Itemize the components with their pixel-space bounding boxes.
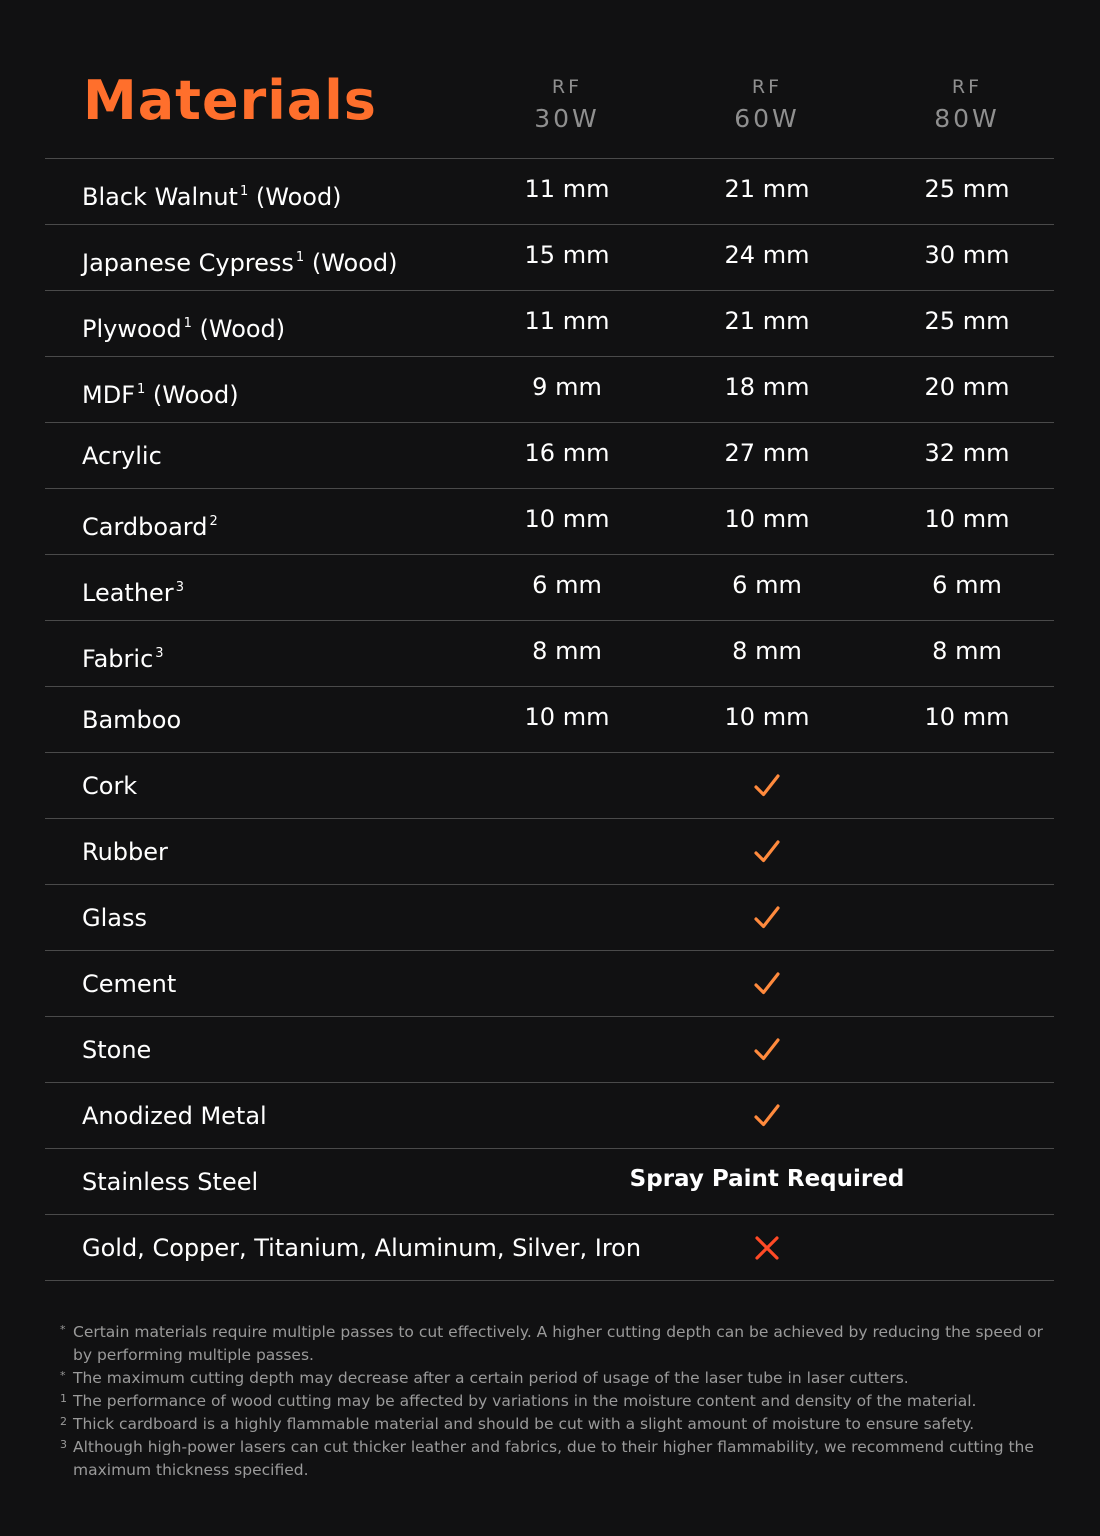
cutting-depth-60w: 21 mm bbox=[724, 175, 810, 203]
table-row bbox=[45, 620, 1054, 686]
cutting-depth-60w: 27 mm bbox=[724, 439, 810, 467]
cutting-depth-80w: 25 mm bbox=[924, 175, 1010, 203]
column-header-power: 60W bbox=[734, 104, 800, 133]
cutting-depth-30w: 15 mm bbox=[524, 241, 610, 269]
materials-table bbox=[45, 158, 1054, 1281]
spray-paint-note: Spray Paint Required bbox=[629, 1166, 905, 1192]
footnote-ref: 3 bbox=[175, 580, 184, 595]
column-header-30w bbox=[477, 74, 657, 138]
material-name bbox=[82, 176, 342, 213]
footnote-ref: 3 bbox=[155, 646, 164, 661]
column-header-line: RF bbox=[751, 76, 783, 98]
material-category: (Wood) bbox=[311, 249, 398, 277]
material-label: Cork bbox=[82, 772, 138, 800]
material-name bbox=[82, 440, 162, 472]
column-header-power: 30W bbox=[534, 104, 600, 133]
footnote-ref: 1 bbox=[183, 316, 192, 331]
check-icon bbox=[752, 969, 782, 999]
material-label: Cement bbox=[82, 970, 177, 998]
table-row bbox=[45, 1016, 1054, 1082]
cutting-depth-60w: 10 mm bbox=[724, 703, 810, 731]
table-row bbox=[45, 554, 1054, 620]
material-name bbox=[82, 770, 137, 802]
material-label: Glass bbox=[82, 904, 147, 932]
material-label: Plywood bbox=[82, 315, 182, 343]
footnote-symbol: 2 bbox=[60, 1415, 67, 1428]
column-header-line: RF bbox=[951, 76, 983, 98]
footnote-ref: 1 bbox=[295, 250, 305, 265]
cutting-depth-80w: 32 mm bbox=[924, 439, 1010, 467]
footnote bbox=[60, 1436, 1060, 1482]
cutting-depth-30w: 11 mm bbox=[524, 175, 610, 203]
column-header-80w bbox=[877, 74, 1057, 138]
check-icon bbox=[752, 837, 782, 867]
cutting-depth-80w: 10 mm bbox=[924, 505, 1010, 533]
check-icon bbox=[752, 1101, 782, 1131]
material-name bbox=[82, 506, 218, 543]
table-row bbox=[45, 884, 1054, 950]
column-header-line: RF bbox=[551, 76, 583, 98]
cross-icon bbox=[752, 1233, 782, 1263]
footnote bbox=[60, 1413, 1060, 1436]
footnote-text: Thick cardboard is a highly flammable material and should be cut with a slight amount of moisture to ensure safety. bbox=[73, 1415, 975, 1433]
table-row bbox=[45, 1148, 1054, 1214]
footnote-text: The performance of wood cutting may be affected by variations in the moisture content and density of the material. bbox=[73, 1392, 977, 1410]
column-header-60w bbox=[677, 74, 857, 138]
footnote-ref: 1 bbox=[137, 382, 146, 397]
check-icon bbox=[752, 771, 782, 801]
material-label: Stone bbox=[82, 1036, 152, 1064]
material-label: Gold, Copper, Titanium, Aluminum, Silver, Iron bbox=[82, 1234, 642, 1262]
cutting-depth-30w: 9 mm bbox=[532, 373, 602, 401]
material-category: (Wood) bbox=[152, 381, 239, 409]
footnote-text: Although high-power lasers can cut thicker leather and fabrics, due to their higher flammability, we recommend cutting the maximum thickness specified. bbox=[73, 1438, 1034, 1479]
table-row bbox=[45, 950, 1054, 1016]
table-row bbox=[45, 356, 1054, 422]
cutting-depth-60w: 6 mm bbox=[732, 571, 802, 599]
footnote-text: Certain materials require multiple passes to cut effectively. A higher cutting depth can be achieved by reducing the speed or by performing multiple passes. bbox=[73, 1323, 1044, 1364]
footnote-symbol: 3 bbox=[60, 1438, 67, 1451]
material-label: Black Walnut bbox=[82, 183, 238, 211]
material-label: Cardboard bbox=[82, 513, 208, 541]
footnote-symbol: 1 bbox=[60, 1392, 67, 1405]
footnotes bbox=[60, 1321, 1060, 1482]
table-row bbox=[45, 686, 1054, 752]
cutting-depth-80w: 6 mm bbox=[932, 571, 1002, 599]
material-name bbox=[82, 704, 181, 736]
cutting-depth-30w: 11 mm bbox=[524, 307, 610, 335]
footnote bbox=[60, 1367, 1060, 1390]
material-label: Leather bbox=[82, 579, 174, 607]
cutting-depth-30w: 6 mm bbox=[532, 571, 602, 599]
material-name bbox=[82, 1166, 258, 1198]
table-row bbox=[45, 224, 1054, 290]
cutting-depth-60w: 24 mm bbox=[724, 241, 810, 269]
material-name bbox=[82, 242, 398, 279]
material-name bbox=[82, 572, 184, 609]
footnote-ref: 2 bbox=[209, 514, 218, 529]
cutting-depth-80w: 20 mm bbox=[924, 373, 1010, 401]
material-category: (Wood) bbox=[199, 315, 286, 343]
footnote-ref: 1 bbox=[239, 184, 249, 199]
footnote bbox=[60, 1321, 1060, 1367]
material-label: MDF bbox=[82, 381, 135, 409]
table-row bbox=[45, 290, 1054, 356]
material-name bbox=[82, 1034, 151, 1066]
material-name bbox=[82, 968, 176, 1000]
material-name bbox=[82, 902, 147, 934]
footnote-text: The maximum cutting depth may decrease after a certain period of usage of the laser tube in laser cutters. bbox=[73, 1369, 909, 1387]
material-category: (Wood) bbox=[255, 183, 342, 211]
footnote bbox=[60, 1390, 1060, 1413]
material-name bbox=[82, 1100, 267, 1132]
table-row bbox=[45, 158, 1054, 224]
cutting-depth-80w: 30 mm bbox=[924, 241, 1010, 269]
material-name bbox=[82, 836, 168, 868]
cutting-depth-80w: 25 mm bbox=[924, 307, 1010, 335]
page-title: Materials bbox=[83, 69, 377, 132]
table-row bbox=[45, 488, 1054, 554]
table-row bbox=[45, 1214, 1054, 1281]
footnote-symbol: * bbox=[60, 1369, 66, 1382]
material-label: Japanese Cypress bbox=[82, 249, 294, 277]
cutting-depth-30w: 16 mm bbox=[524, 439, 610, 467]
table-row bbox=[45, 818, 1054, 884]
material-label: Anodized Metal bbox=[82, 1102, 267, 1130]
material-label: Bamboo bbox=[82, 706, 182, 734]
material-name bbox=[82, 1232, 641, 1264]
column-header-power: 80W bbox=[934, 104, 1000, 133]
table-row bbox=[45, 1082, 1054, 1148]
material-label: Acrylic bbox=[82, 442, 162, 470]
cutting-depth-60w: 21 mm bbox=[724, 307, 810, 335]
table-row bbox=[45, 752, 1054, 818]
cutting-depth-60w: 18 mm bbox=[724, 373, 810, 401]
material-name bbox=[82, 374, 239, 411]
cutting-depth-30w: 8 mm bbox=[532, 637, 602, 665]
check-icon bbox=[752, 1035, 782, 1065]
material-name bbox=[82, 308, 285, 345]
table-row bbox=[45, 422, 1054, 488]
material-name bbox=[82, 638, 164, 675]
material-label: Stainless Steel bbox=[82, 1168, 259, 1196]
material-label: Fabric bbox=[82, 645, 154, 673]
check-icon bbox=[752, 903, 782, 933]
cutting-depth-30w: 10 mm bbox=[524, 505, 610, 533]
cutting-depth-80w: 10 mm bbox=[924, 703, 1010, 731]
cutting-depth-30w: 10 mm bbox=[524, 703, 610, 731]
material-label: Rubber bbox=[82, 838, 168, 866]
cutting-depth-60w: 8 mm bbox=[732, 637, 802, 665]
cutting-depth-80w: 8 mm bbox=[932, 637, 1002, 665]
footnote-symbol: * bbox=[60, 1323, 66, 1336]
cutting-depth-60w: 10 mm bbox=[724, 505, 810, 533]
